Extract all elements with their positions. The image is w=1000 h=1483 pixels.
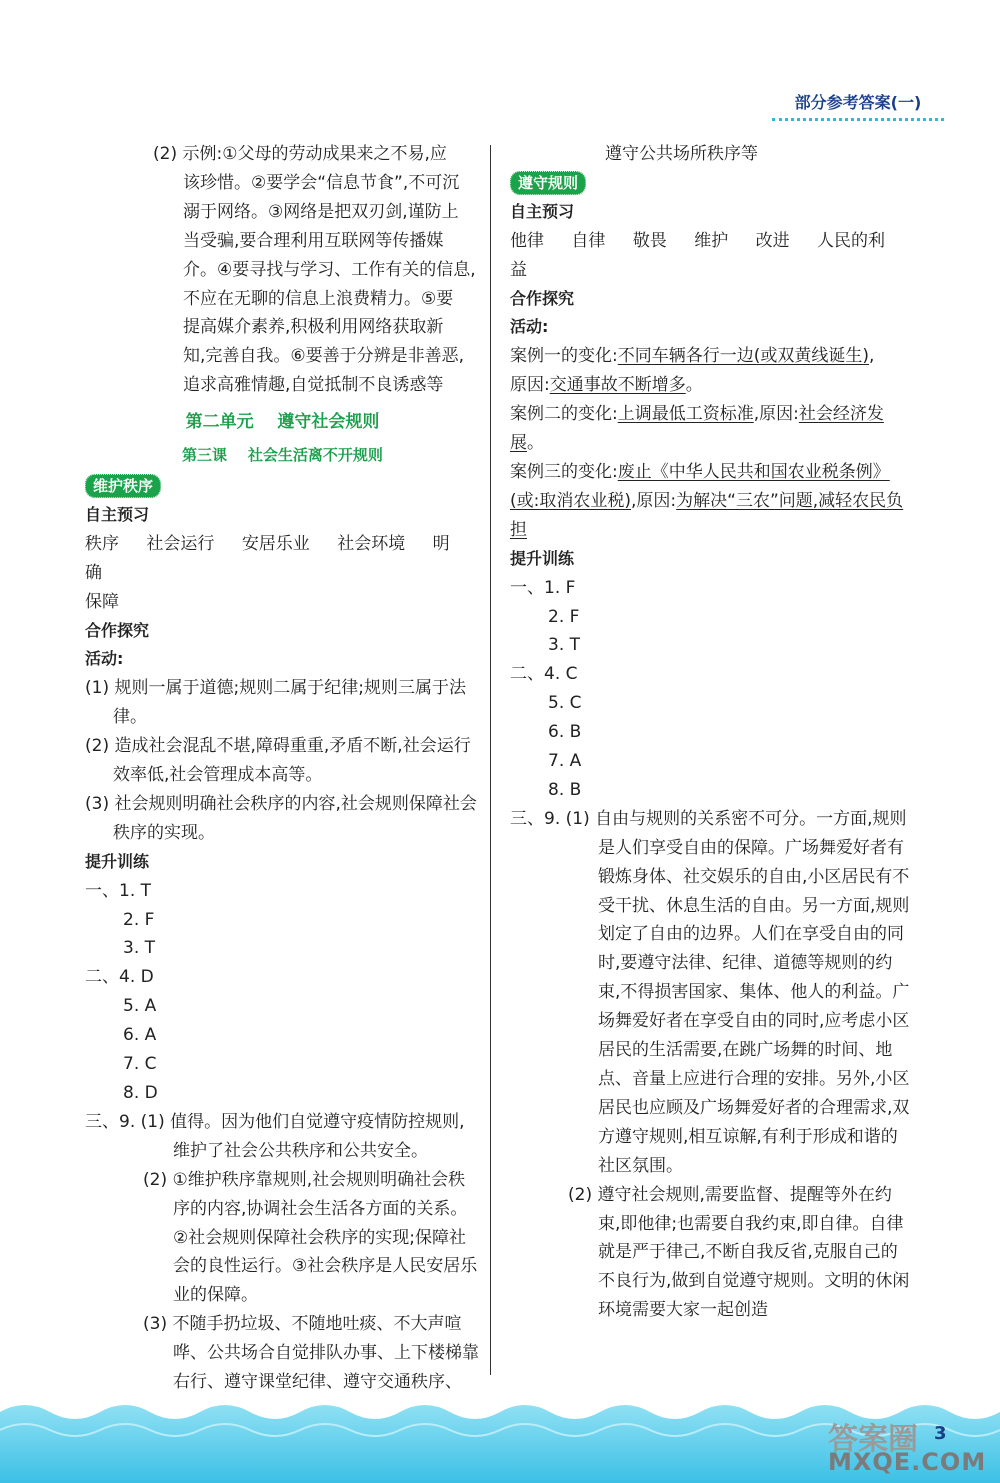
training-label: 提升训练 [85, 851, 150, 871]
choice-answer: 5. A [123, 996, 157, 1017]
case-reason: 交通事故不断增多 [549, 375, 686, 396]
watermark-logo-text: 答案圈 [828, 1422, 918, 1457]
header-title: 部分参考答案(一) [794, 93, 922, 112]
activity-answer: (2) 造成社会混乱不堪,障碍重重,矛盾不断,社会运行效率低,社会管理成本高等。 [85, 736, 471, 786]
intro-line: 不应在无聊的信息上浪费精力。⑤要 [183, 288, 454, 309]
choice-answer: 7. A [548, 751, 582, 772]
choice-answer: 二、4. D [85, 967, 154, 988]
choice-answer: 6. A [123, 1025, 157, 1046]
case-reason: 为解决“三农”问题,减轻农民负担 [510, 490, 904, 540]
choice-answer: 8. D [123, 1083, 158, 1103]
choice-answer: 8. B [548, 779, 582, 800]
choice-answer: 7. C [123, 1054, 157, 1075]
case-change: 废止《中华人民共和国农业税条例》(或:取消农业税) [510, 461, 890, 511]
case-change: 上调最低工资标准 [617, 404, 754, 425]
preview-word: 自律 [571, 230, 606, 251]
case-prefix: 案例一的变化: [510, 346, 618, 367]
activity-answer: (1) 规则一属于道德;规则二属于纪律;规则三属于法律。 [85, 678, 466, 728]
q9-answer: (2) 遵守社会规则,需要监督、提醒等外在约束,即他律;也需要自我约束,即自律。自律就是严于律己,不断自我反省,克服自己的不良行为,做到自觉遵守规则。文明的休闲环境需要大家一起创造 [568, 1184, 910, 1321]
preview-word: 社会运行 [146, 533, 215, 554]
preview-label: 自主预习 [510, 201, 575, 221]
preview-word: 人民的利益 [510, 230, 886, 280]
q9-answer: 三、9. (1) 值得。因为他们自觉遵守疫情防控规则,维护了社会公共秩序和公共安全。 [85, 1111, 465, 1161]
case-2-answer: 案例二的变化:上调最低工资标准,原因:社会经济发展。 [510, 404, 884, 454]
right-column [510, 140, 910, 1325]
activity-label: 活动: [85, 649, 124, 669]
choice-answer: 3. T [123, 938, 156, 959]
preview-word: 秩序 [85, 533, 119, 554]
left-column [85, 140, 480, 1397]
preview-word: 明确 [85, 533, 450, 583]
choice-answer: 2. F [548, 606, 580, 627]
choice-answer: 6. B [548, 722, 582, 743]
lesson-title: 第三课 社会生活离不开规则 [182, 446, 383, 465]
preview-word: 改进 [755, 230, 790, 251]
case-prefix: 案例三的变化: [510, 461, 618, 482]
preview-words [85, 530, 480, 588]
q9-answer: (2) ①维护秩序靠规则,社会规则明确社会秩序的内容,协调社会生活各方面的关系。②社会规则保障社会秩序的实现;保障社会的良性运行。③社会秩序是人民安居乐业的保障。 [143, 1169, 478, 1306]
intro-line: 当受骗,要合理利用互联网等传播媒 [183, 230, 444, 251]
section-badge-maintain-order: 维护秩序 [85, 474, 161, 498]
header-section-tab [772, 88, 944, 121]
intro-line: 知,完善自我。⑥要善于分辨是非善恶, [183, 346, 465, 367]
choice-answer: 2. F [123, 909, 155, 930]
intro-line: 提高媒介素养,积极利用网络获取新 [183, 317, 444, 338]
training-label: 提升训练 [510, 548, 575, 568]
case-change: 不同车辆各行一边(或双黄线诞生) [617, 346, 869, 367]
continuation-line: 遵守公共场所秩序等 [605, 144, 758, 164]
intro-line: 介。④要寻找与学习、工作有关的信息, [183, 259, 476, 280]
section-badge-obey-rules: 遵守规则 [510, 171, 586, 195]
case-reason-prefix: 原因: [510, 375, 550, 396]
q9-answer: 三、9. (1) 自由与规则的关系密不可分。一方面,规则是人们享受自由的保障。广场舞爱好者有锻炼身体、社交娱乐的自由,小区居民有不受干扰、休息生活的自由。另一方面,规则划定了自由的边界。人们在享受自由的同时,要遵守法律、纪律、道德等规则的约束,不得损害国家、集体、他人的利益。广场舞爱好者在享受自由的同时,应考虑小区居民的生活需要,在跳广场舞的时间、地点、音量上应进行合理的安排。另外,小区居民也应顾及广场舞爱好者的合理需求,双方遵守规则,相互谅解,有利于形成和谐的社区氛围。 [510, 808, 910, 1176]
choice-answer: 二、4. C [510, 664, 578, 685]
preview-word: 保障 [85, 591, 119, 612]
cooperation-label: 合作探究 [510, 288, 575, 308]
activity-answer: (3) 社会规则明确社会秩序的内容,社会规则保障社会秩序的实现。 [85, 793, 477, 843]
unit-title: 第二单元 遵守社会规则 [185, 412, 380, 433]
preview-word: 社会环境 [337, 533, 406, 554]
case-3-answer [510, 458, 910, 545]
preview-word: 他律 [510, 230, 544, 251]
case-reason-prefix: ,原因: [753, 404, 799, 425]
activity-label: 活动: [510, 317, 549, 337]
choice-answer: 一、1. T [85, 880, 152, 901]
choice-answer: 一、1. F [510, 577, 576, 598]
preview-word: 安居乐业 [241, 533, 310, 554]
preview-word: 维护 [694, 230, 729, 251]
preview-words [510, 227, 910, 285]
case-prefix: 案例二的变化: [510, 404, 618, 425]
page-number: 3 [934, 1423, 947, 1444]
watermark-text: MXQE.COM [828, 1448, 987, 1476]
q9-answer: (3) 不随手扔垃圾、不随地吐痰、不大声喧哗、公共场合自觉排队办事、上下楼梯靠右行、遵守课堂纪律、遵守交通秩序、 [143, 1314, 479, 1393]
preview-label: 自主预习 [85, 504, 150, 524]
cooperation-label: 合作探究 [85, 620, 150, 640]
choice-answer: 5. C [548, 693, 582, 714]
intro-line: 该珍惜。②要学会“信息节食”,不可沉 [183, 172, 460, 193]
case-1-answer: 案例一的变化:不同车辆各行一边(或双黄线诞生), 原因:交通事故不断增多。 [510, 346, 875, 396]
case-reason-prefix: ,原因: [631, 490, 677, 511]
choice-answer: 3. T [548, 635, 581, 656]
intro-line: (2) 示例:①父母的劳动成果来之不易,应 [153, 144, 447, 164]
preview-word: 敬畏 [632, 230, 667, 251]
intro-line: 追求高雅情趣,自觉抵制不良诱惑等 [183, 375, 444, 396]
column-divider [490, 145, 491, 1375]
case-reason: 社会经济发展 [510, 404, 884, 454]
intro-line: 溺于网络。③网络是把双刃剑,谨防上 [183, 201, 459, 222]
intro-answer-block [85, 140, 480, 400]
